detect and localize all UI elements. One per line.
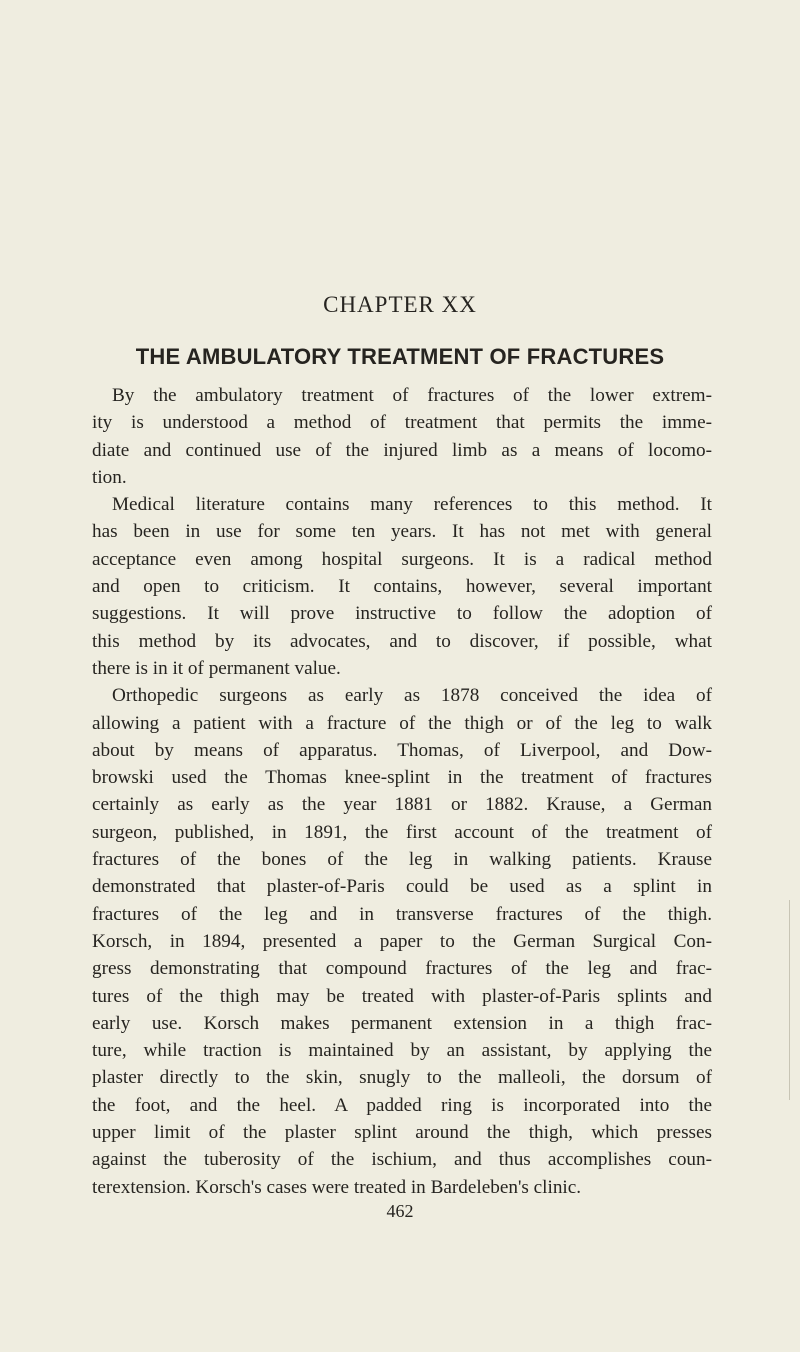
text-line: fractures of the leg and in transverse fractures of the thigh. [92, 903, 712, 925]
text-line: there is in it of permanent value. [92, 657, 341, 679]
text-line: certainly as early as the year 1881 or 1882. Krause, a German [92, 794, 712, 816]
text-line: acceptance even among hospital surgeons. It is a radical method [92, 548, 712, 570]
text-line: against the tuberosity of the ischium, and thus accomplishes coun- [92, 1149, 712, 1171]
text-line: terextension. Korsch's cases were treated in Bardeleben's clinic. [92, 1176, 582, 1198]
text-line: has been in use for some ten years. It has not met with general [92, 521, 712, 543]
text-line: surgeon, published, in 1891, the first account of the treatment of [92, 821, 712, 843]
text-line: tures of the thigh may be treated with plaster-of-Paris splints and [92, 985, 712, 1007]
body-text [92, 382, 712, 1201]
text-line: By the ambulatory treatment of fractures of the lower extrem- [112, 385, 712, 406]
text-line: the foot, and the heel. A padded ring is incorporated into the [92, 1094, 712, 1116]
paragraph [92, 491, 712, 682]
text-line: fractures of the bones of the leg in walking patients. Krause [92, 849, 712, 871]
text-line: Medical literature contains many references to this method. It [112, 494, 712, 516]
text-line: gress demonstrating that compound fractures of the leg and frac- [92, 958, 712, 980]
margin-mark [789, 900, 790, 1100]
text-line: upper limit of the plaster splint around the thigh, which presses [92, 1122, 712, 1144]
chapter-heading: CHAPTER XX [323, 292, 477, 317]
text-line: and open to criticism. It contains, however, several important [92, 576, 712, 598]
text-line: ture, while traction is maintained by an assistant, by applying the [92, 1040, 712, 1062]
text-line: about by means of apparatus. Thomas, of Liverpool, and Dow- [92, 739, 712, 761]
text-line: Orthopedic surgeons as early as 1878 conceived the idea of [112, 685, 712, 707]
chapter-title: THE AMBULATORY TREATMENT OF FRACTURES [135, 344, 665, 369]
paragraph [92, 382, 712, 491]
text-line: Korsch, in 1894, presented a paper to the German Surgical Con- [92, 930, 712, 952]
text-line: ity is understood a method of treatment that permits the imme- [92, 412, 712, 434]
text-line: diate and continued use of the injured limb as a means of locomo- [92, 439, 712, 461]
page-number: 462 [386, 1201, 414, 1221]
text-line: suggestions. It will prove instructive to follow the adoption of [92, 603, 712, 625]
text-line: this method by its advocates, and to discover, if possible, what [92, 630, 712, 652]
text-line: early use. Korsch makes permanent extension in a thigh frac- [92, 1012, 712, 1034]
text-line: demonstrated that plaster-of-Paris could be used as a splint in [92, 876, 712, 898]
text-line: browski used the Thomas knee-splint in the treatment of fractures [92, 767, 712, 789]
text-line: allowing a patient with a fracture of the thigh or of the leg to walk [92, 712, 712, 734]
paragraph [92, 682, 712, 1201]
text-line: plaster directly to the skin, snugly to the malleoli, the dorsum of [92, 1067, 712, 1089]
text-line: tion. [92, 466, 127, 488]
